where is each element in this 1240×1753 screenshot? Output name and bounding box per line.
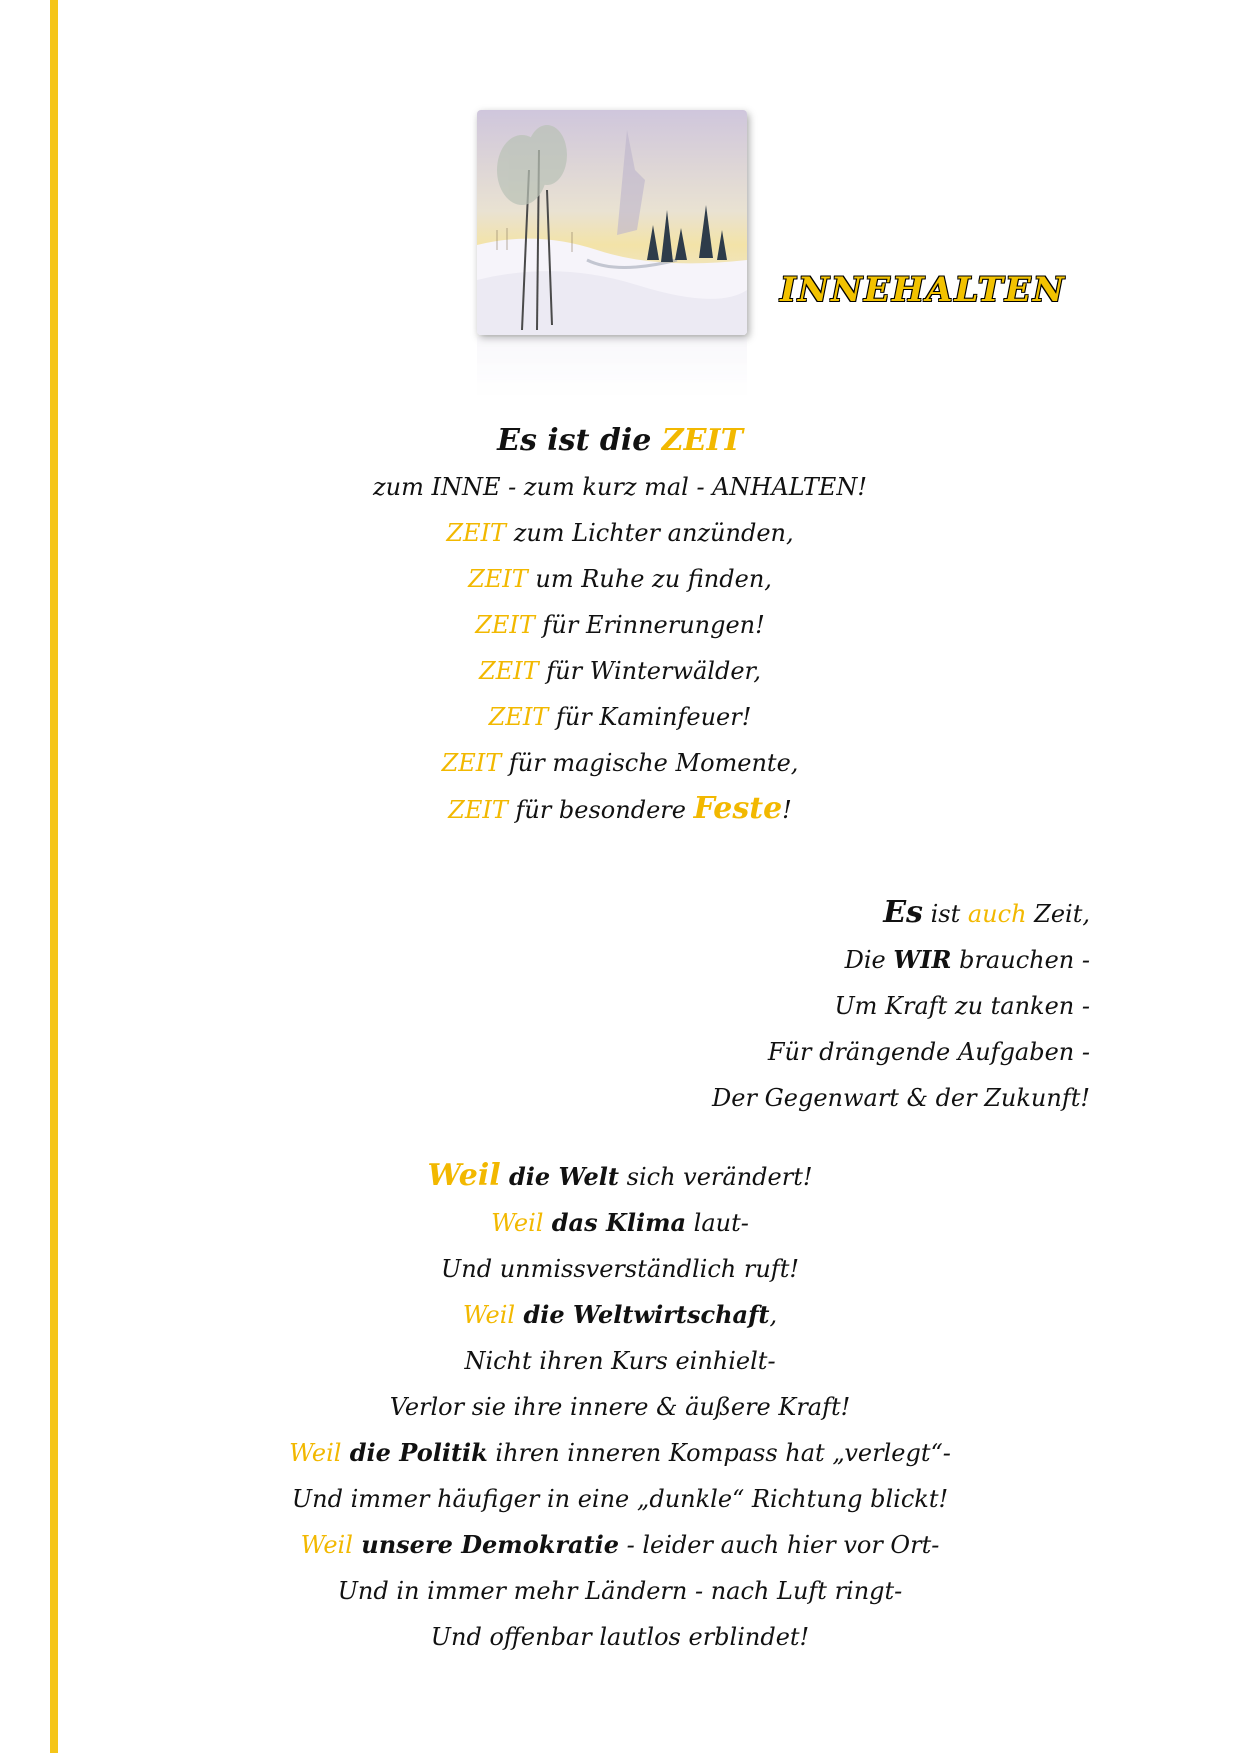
margin-bar — [50, 0, 58, 1753]
heading-text: Es ist die — [497, 423, 662, 458]
page-title: INNEHALTEN — [780, 270, 1066, 310]
poem-line: Um Kraft zu tanken - — [834, 992, 1090, 1020]
poem-line: Es ist auch Zeit, — [883, 895, 1090, 930]
poem-line: ZEIT für magische Momente, — [441, 749, 799, 777]
poem-line: Weil die Politik ihren inneren Kompass hat „verlegt“- — [289, 1438, 951, 1467]
poem-line: Und in immer mehr Ländern - nach Luft ringt- — [337, 1577, 903, 1605]
section-zeit — [190, 418, 1050, 833]
poem-line: Der Gegenwart & der Zukunft! — [712, 1084, 1090, 1112]
poem-line: Die WIR brauchen - — [844, 945, 1090, 974]
poem-line: ZEIT für Winterwälder, — [478, 657, 761, 685]
section-auch-zeit — [600, 890, 1090, 1121]
poem-line: ZEIT für besondere Feste! — [448, 791, 792, 826]
poem-line: Weil unsere Demokratie - leider auch hier vor Ort- — [300, 1530, 940, 1559]
painting-reflection — [477, 337, 747, 397]
section-weil — [190, 1153, 1050, 1660]
poem-line: zum INNE - zum kurz mal - ANHALTEN! — [373, 473, 867, 501]
poem-line: Weil die Welt sich verändert! — [427, 1158, 813, 1193]
poem-line: Und unmissverständlich ruft! — [441, 1255, 799, 1283]
winter-painting — [477, 110, 752, 397]
winter-landscape-image — [477, 110, 747, 335]
poem-line: Und offenbar lautlos erblindet! — [430, 1623, 810, 1651]
poem-line: Verlor sie ihre innere & äußere Kraft! — [389, 1393, 851, 1421]
section-zeit-heading — [190, 418, 1050, 464]
poem-line: Und immer häufiger in eine „dunkle“ Richtung blickt! — [291, 1485, 949, 1513]
poem-line: Nicht ihren Kurs einhielt- — [464, 1347, 776, 1375]
poem-line: ZEIT für Kaminfeuer! — [488, 703, 752, 731]
poem-line: ZEIT um Ruhe zu finden, — [468, 565, 772, 593]
heading-zeit: ZEIT — [661, 423, 743, 458]
poem-line: Weil die Weltwirtschaft, — [462, 1300, 778, 1329]
poem-line: Für drängende Aufgaben - — [767, 1038, 1090, 1066]
poem-line: ZEIT zum Lichter anzünden, — [446, 519, 794, 547]
poem-line: ZEIT für Erinnerungen! — [475, 611, 765, 639]
poem-line: Weil das Klima laut- — [491, 1208, 749, 1237]
